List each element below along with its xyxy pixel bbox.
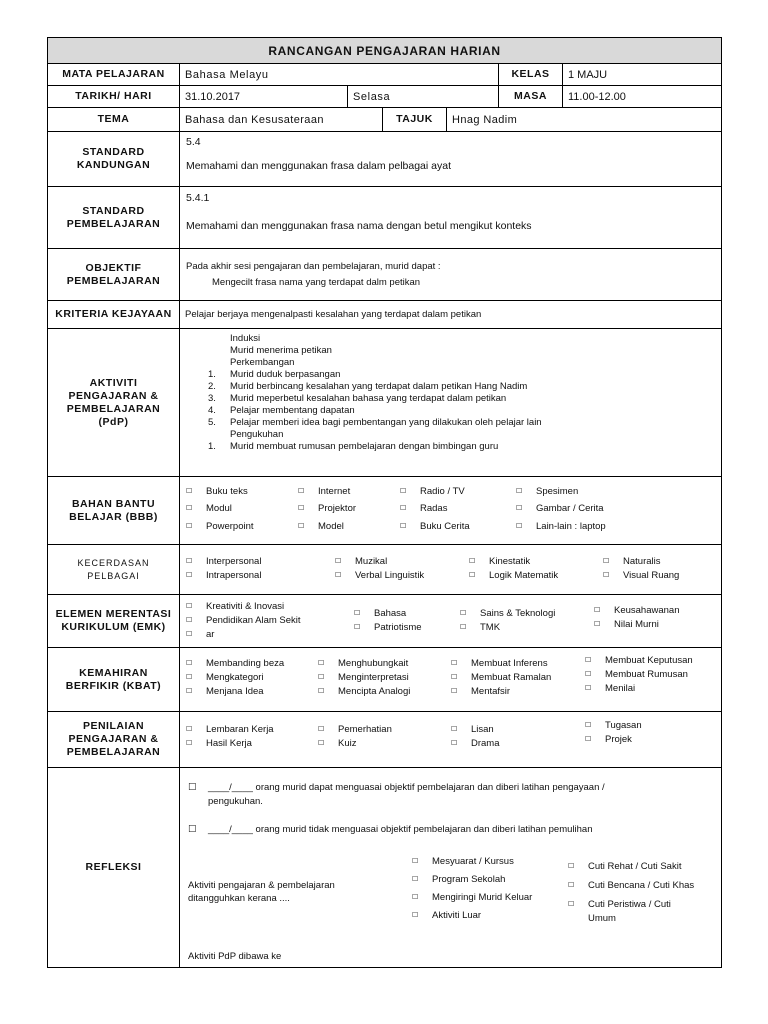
checkbox[interactable]: ☐	[318, 688, 325, 695]
assessment-label: PENILAIAN PENGAJARAN & PEMBELAJARAN	[48, 712, 180, 767]
subject-value: Bahasa Melayu	[180, 64, 499, 85]
content-standard-code: 5.4	[186, 136, 201, 148]
checkbox[interactable]: ☐	[469, 558, 476, 565]
checkbox[interactable]: ☐	[412, 858, 419, 865]
date-value: 31.10.2017	[180, 86, 348, 107]
checkbox[interactable]: ☐	[400, 505, 407, 512]
option-label: Kreativiti & Inovasi	[206, 601, 285, 612]
intelligence-label: KECERDASAN PELBAGAI	[48, 545, 180, 594]
checkbox[interactable]: ☐	[516, 523, 523, 530]
activity-row	[48, 329, 721, 477]
checkbox[interactable]: ☐	[603, 572, 610, 579]
content-standard-text: Memahami dan menggunakan frasa dalam pelbagai ayat	[186, 160, 451, 172]
checkbox[interactable]: ☐	[603, 558, 610, 565]
checkbox[interactable]: ☐	[186, 660, 193, 667]
learning-standard-label: STANDARD PEMBELAJARAN	[48, 187, 180, 248]
option-label: Lembaran Kerja	[206, 724, 274, 735]
time-value: 11.00-12.00	[568, 90, 626, 103]
materials-body	[180, 477, 721, 544]
option-label: Tugasan	[605, 720, 642, 731]
checkbox[interactable]: ☐	[585, 685, 592, 692]
option-label: Menghubungkait	[338, 658, 409, 669]
content-standard-row	[48, 132, 721, 187]
checkbox[interactable]: ☐	[318, 740, 325, 747]
materials-row	[48, 477, 721, 545]
checkbox[interactable]: ☐	[412, 876, 419, 883]
option-label: Buku teks	[206, 486, 248, 497]
checkbox[interactable]: ☐	[318, 674, 325, 681]
option-label: Bahasa	[374, 608, 407, 619]
reflection-row	[48, 768, 721, 967]
objective-label: OBJEKTIF PEMBELAJARAN	[48, 249, 180, 300]
theme-row	[48, 108, 721, 132]
remedial-line: ____/____ orang murid tidak menguasai objektif pembelajaran dan diberi latihan pemulihan	[208, 824, 593, 835]
materials-label: BAHAN BANTU BELAJAR (BBB)	[48, 477, 180, 544]
intelligence-row	[48, 545, 721, 595]
reason-label: Cuti Rehat / Cuti Sakit	[588, 861, 682, 872]
checkbox[interactable]: ☐	[186, 631, 193, 638]
option-label: Kuiz	[338, 738, 357, 749]
checkbox[interactable]: ☐	[186, 558, 193, 565]
theme-value: Bahasa dan Kesusateraan	[180, 108, 383, 131]
option-label: Projek	[605, 734, 632, 745]
checkbox[interactable]: ☐	[298, 523, 305, 530]
checkbox[interactable]: ☐	[469, 572, 476, 579]
topic-label: TAJUK	[383, 108, 447, 131]
induction-heading: Induksi	[230, 333, 261, 344]
checkbox[interactable]: ☐	[585, 722, 592, 729]
objective-body	[180, 249, 721, 300]
assessment-row	[48, 712, 721, 768]
checkbox[interactable]: ☐	[568, 882, 575, 889]
emk-body	[180, 595, 721, 647]
checkbox[interactable]: ☐	[318, 660, 325, 667]
criteria-label: KRITERIA KEJAYAAN	[48, 301, 180, 328]
kbat-body	[180, 648, 721, 711]
learning-standard-row	[48, 187, 721, 249]
option-label: Sains & Teknologi	[480, 608, 556, 619]
checkbox[interactable]: ☐	[585, 657, 592, 664]
option-label: Powerpoint	[206, 521, 254, 532]
checkbox[interactable]: ☐	[451, 688, 458, 695]
checkbox[interactable]: ☐	[460, 624, 467, 631]
subject-label: MATA PELAJARAN	[48, 64, 180, 85]
reason-label: Umum	[588, 913, 616, 924]
checkbox[interactable]: ☐	[516, 505, 523, 512]
postponed-line1: Aktiviti pengajaran & pembelajaran	[188, 880, 335, 891]
date-label: TARIKH/ HARI	[48, 86, 180, 107]
title-row	[48, 38, 721, 64]
learning-standard-text: Memahami dan menggunakan frasa nama dengan betul mengikut konteks	[186, 220, 532, 232]
option-label: Intrapersonal	[206, 570, 262, 581]
option-label: Menginterpretasi	[338, 672, 409, 683]
checkbox[interactable]: ☐	[186, 674, 193, 681]
option-label: Membuat Ramalan	[471, 672, 552, 683]
date-row	[48, 86, 721, 108]
checkbox[interactable]: ☐	[298, 488, 305, 495]
criteria-text: Pelajar berjaya mengenalpasti kesalahan yang terdapat dalam petikan	[185, 308, 482, 320]
checkbox[interactable]: ☐	[516, 488, 523, 495]
checkbox[interactable]: ☐	[186, 603, 193, 610]
reflection-label: REFLEKSI	[48, 768, 180, 967]
checkbox[interactable]: ☐	[594, 607, 601, 614]
option-label: Verbal Linguistik	[355, 570, 425, 581]
option-label: Buku Cerita	[420, 521, 470, 532]
criteria-row	[48, 301, 721, 329]
checkbox[interactable]: ☐	[298, 505, 305, 512]
objective-row	[48, 249, 721, 301]
checkbox[interactable]: ☐	[186, 688, 193, 695]
option-label: TMK	[480, 622, 501, 633]
intelligence-body	[180, 545, 721, 594]
list-item: Pelajar membentang dapatan	[230, 405, 355, 416]
objective-line1: Pada akhir sesi pengajaran dan pembelajaran, murid dapat :	[186, 261, 441, 272]
option-label: Naturalis	[623, 556, 661, 567]
checkbox[interactable]: ☐	[585, 736, 592, 743]
option-label: Pendidikan Alam Sekit	[206, 615, 301, 626]
list-item: Pelajar memberi idea bagi pembentangan yang dilakukan oleh pelajar lain	[230, 417, 542, 428]
checkbox[interactable]: ☐	[451, 660, 458, 667]
content-standard-label: STANDARD KANDUNGAN	[48, 132, 180, 186]
day-value: Selasa	[348, 86, 499, 107]
option-label: Radio / TV	[420, 486, 465, 497]
checkbox[interactable]: ☐	[412, 894, 419, 901]
reason-label: Mesyuarat / Kursus	[432, 856, 514, 867]
option-label: Modul	[206, 503, 232, 514]
option-label: Spesimen	[536, 486, 579, 497]
option-label: Model	[318, 521, 344, 532]
checkbox[interactable]: ☐	[585, 671, 592, 678]
option-label: Membuat Rumusan	[605, 669, 688, 680]
emk-label: ELEMEN MERENTASI KURIKULUM (EMK)	[48, 595, 180, 647]
objective-line2: Mengecilt frasa nama yang terdapat dalm petikan	[212, 277, 421, 288]
development-heading: Perkembangan	[230, 357, 295, 368]
learning-standard-code: 5.4.1	[186, 192, 210, 204]
assessment-body	[180, 712, 721, 767]
page-title: RANCANGAN PENGAJARAN HARIAN	[48, 38, 721, 63]
option-label: Hasil Kerja	[206, 738, 252, 749]
option-label: Keusahawanan	[614, 605, 680, 616]
content-standard-body	[180, 132, 721, 186]
kbat-row	[48, 648, 721, 712]
lesson-plan-sheet	[47, 37, 722, 968]
checkbox[interactable]: ☐	[186, 505, 193, 512]
reason-label: Cuti Bencana / Cuti Khas	[588, 880, 695, 891]
checkbox[interactable]: ☐	[354, 610, 361, 617]
checkbox[interactable]: ☐	[335, 558, 342, 565]
list-number: 3.	[208, 393, 216, 404]
activity-label: AKTIVITI PENGAJARAN & PEMBELAJARAN (PdP)	[48, 329, 180, 476]
option-label: Drama	[471, 738, 500, 749]
checkbox[interactable]: ☐	[188, 824, 197, 835]
option-label: Nilai Murni	[614, 619, 659, 630]
option-label: Lain-lain : laptop	[536, 521, 606, 532]
emk-row	[48, 595, 721, 648]
checkbox[interactable]: ☐	[460, 610, 467, 617]
subject-row	[48, 64, 721, 86]
checkbox[interactable]: ☐	[568, 901, 575, 908]
checkbox[interactable]: ☐	[594, 621, 601, 628]
list-item: Murid duduk berpasangan	[230, 369, 341, 380]
reason-label: Mengiringi Murid Keluar	[432, 892, 533, 903]
checkbox[interactable]: ☐	[186, 488, 193, 495]
option-label: Gambar / Cerita	[536, 503, 604, 514]
option-label: Mengkategori	[206, 672, 264, 683]
checkbox[interactable]: ☐	[412, 912, 419, 919]
option-label: Radas	[420, 503, 448, 514]
checkbox[interactable]: ☐	[451, 674, 458, 681]
option-label: Interpersonal	[206, 556, 262, 567]
option-label: Internet	[318, 486, 351, 497]
checkbox[interactable]: ☐	[186, 740, 193, 747]
list-item: Murid meperbetul kesalahan bahasa yang terdapat dalam petikan	[230, 393, 507, 404]
reflection-body	[180, 768, 721, 967]
list-number: 5.	[208, 417, 216, 428]
postponed-line2: ditangguhkan kerana ....	[188, 893, 290, 904]
reinforcement-heading: Pengukuhan	[230, 429, 284, 440]
option-label: Visual Ruang	[623, 570, 680, 581]
learning-standard-body	[180, 187, 721, 248]
list-number: 4.	[208, 405, 216, 416]
checkbox[interactable]: ☐	[451, 740, 458, 747]
option-label: Patriotisme	[374, 622, 422, 633]
carried-forward-line: Aktiviti PdP dibawa ke	[188, 951, 282, 962]
option-label: Muzikal	[355, 556, 388, 567]
kbat-label: KEMAHIRAN BERFIKIR (KBAT)	[48, 648, 180, 711]
list-number: 2.	[208, 381, 216, 392]
option-label: Projektor	[318, 503, 357, 514]
checkbox[interactable]: ☐	[335, 572, 342, 579]
reason-label: Program Sekolah	[432, 874, 506, 885]
reinforcement-item: Murid membuat rumusan pembelajaran dengan bimbingan guru	[230, 441, 499, 452]
checkbox[interactable]: ☐	[568, 863, 575, 870]
option-label: Pemerhatian	[338, 724, 392, 735]
option-label: Mencipta Analogi	[338, 686, 411, 697]
reinforcement-number: 1.	[208, 441, 216, 452]
checkbox[interactable]: ☐	[186, 523, 193, 530]
topic-value: Hnag Nadim	[452, 113, 518, 126]
list-item: Murid berbincang kesalahan yang terdapat dalam petikan Hang Nadim	[230, 381, 528, 392]
checkbox[interactable]: ☐	[318, 726, 325, 733]
checkbox[interactable]: ☐	[186, 726, 193, 733]
option-label: Menilai	[605, 683, 636, 694]
mastery-line: ____/____ orang murid dapat menguasai objektif pembelajaran dan diberi latihan pengayaan /	[208, 782, 605, 793]
activity-body	[180, 329, 721, 476]
checkbox[interactable]: ☐	[400, 523, 407, 530]
checkbox[interactable]: ☐	[400, 488, 407, 495]
class-label: KELAS	[499, 64, 563, 85]
option-label: Membanding beza	[206, 658, 285, 669]
checkbox[interactable]: ☐	[186, 617, 193, 624]
checkbox[interactable]: ☐	[451, 726, 458, 733]
induction-item: Murid menerima petikan	[230, 345, 332, 356]
checkbox[interactable]: ☐	[354, 624, 361, 631]
theme-label: TEMA	[48, 108, 180, 131]
option-label: Logik Matematik	[489, 570, 559, 581]
option-label: Lisan	[471, 724, 494, 735]
list-number: 1.	[208, 369, 216, 380]
option-label: ar	[206, 629, 215, 640]
reason-label: Cuti Peristiwa / Cuti	[588, 899, 671, 910]
option-label: Kinestatik	[489, 556, 531, 567]
option-label: Mentafsir	[471, 686, 511, 697]
option-label: Membuat Inferens	[471, 658, 548, 669]
time-label: MASA	[499, 86, 563, 107]
option-label: Membuat Keputusan	[605, 655, 693, 666]
mastery-line-cont: pengukuhan.	[208, 796, 263, 807]
checkbox[interactable]: ☐	[186, 572, 193, 579]
class-value: 1 MAJU	[568, 68, 608, 81]
checkbox[interactable]: ☐	[188, 782, 197, 793]
reason-label: Aktiviti Luar	[432, 910, 482, 921]
option-label: Menjana Idea	[206, 686, 264, 697]
